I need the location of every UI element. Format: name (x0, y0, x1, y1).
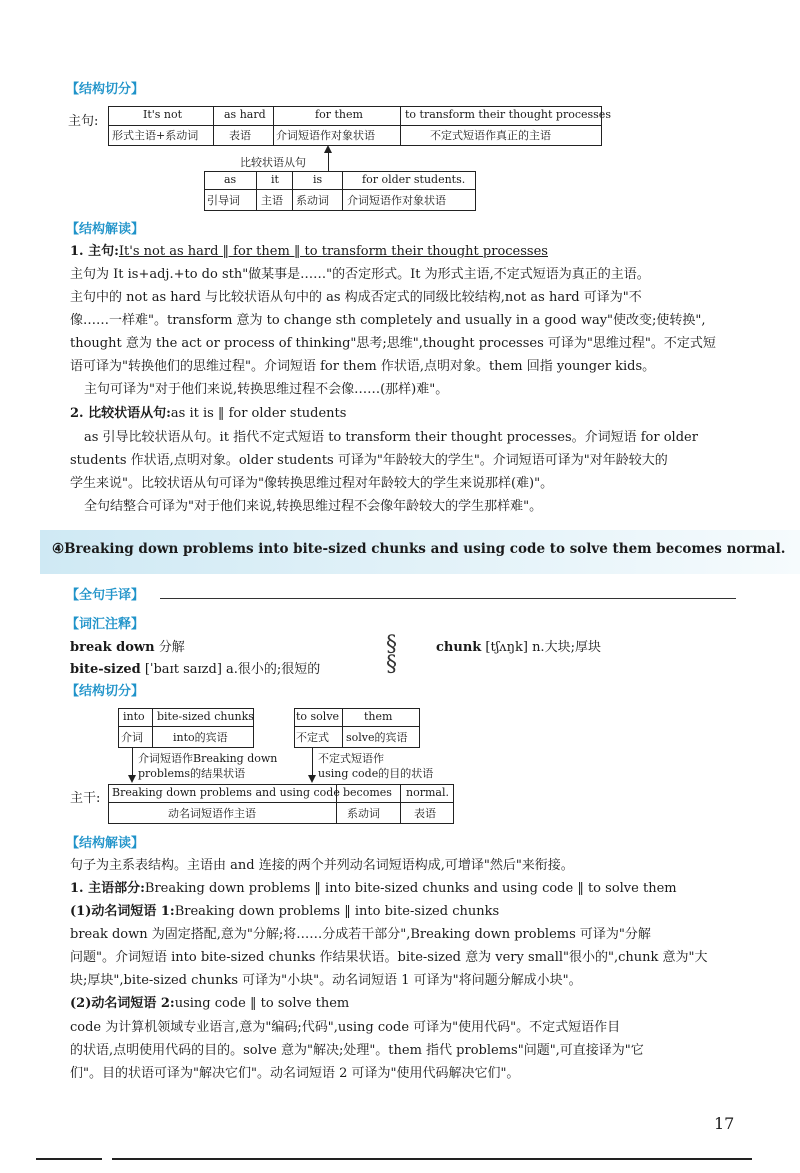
d1-cell-forthem: for them (315, 108, 363, 121)
s2-p4: code 为计算机领域专业语言,意为"编码;代码",using code 可译为"使用代码"。不定式短语作目 (70, 1020, 621, 1035)
d2-main-label-subject: 动名词短语作主语 (168, 807, 256, 820)
footer-rule (112, 1158, 752, 1160)
s1-p10: 全句结整合可译为"对于他们来说,转换思维过程不会像年龄较大的学生那样难"。 (84, 499, 543, 514)
d1-label-predicative: 表语 (229, 129, 251, 142)
translation-blank-line (160, 598, 736, 599)
d2-note-b1: 不定式短语作 (318, 752, 384, 765)
s1-heading-clause: 2. 比较状语从句:as it is ‖ for older students (70, 406, 347, 421)
tag-structure-reading-2: 【结构解读】 (66, 836, 145, 851)
s2-heading-gerund2: (2)动名词短语 2:using code ‖ to solve them (70, 996, 350, 1011)
d1-sub-label-conj: 引导词 (207, 194, 240, 207)
s2-p2: 问题"。介词短语 into bite-sized chunks 作结果状语。bite-sized 意为 very small"很小的",chunk 意为"大 (70, 950, 708, 965)
d1-comparative-clause-label: 比较状语从句 (240, 156, 306, 169)
vocab-divider-icon: § (386, 632, 397, 657)
s1-p6: 主句可译为"对于他们来说,转换思维过程不会像……(那样)难"。 (84, 382, 449, 397)
tag-vocab: 【词汇注释】 (66, 617, 145, 632)
s1-p4: thought 意为 the act or process of thinking"思考;思维",thought processes 可译为"思维过程"。不定式短 (70, 336, 716, 351)
d2-to-solve: to solve (296, 710, 340, 723)
sentence-4: ④Breaking down problems into bite-sized chunks and using code to solve them becomes normal. (52, 541, 786, 557)
s1-p5: 语可译为"转换他们的思维过程"。介词短语 for them 作状语,点明对象。them 回指 younger kids。 (70, 359, 656, 374)
s1-p2: 主句中的 not as hard 与比较状语从句中的 as 构成否定式的同级比较结构,not as hard 可译为"不 (70, 290, 642, 305)
s2-intro: 句子为主系表结构。主语由 and 连接的两个并列动名词短语构成,可增译"然后"来衔接。 (70, 858, 574, 873)
d2-main-becomes: becomes (343, 786, 392, 799)
vocab-divider-icon-2: § (386, 652, 397, 677)
d2-main-label: 主干: (70, 791, 101, 806)
page-number: 17 (714, 1114, 735, 1133)
d1-sub-is: is (313, 173, 323, 186)
s2-p6: 们"。目的状语可译为"解决它们"。动名词短语 2 可译为"使用代码解决它们"。 (70, 1066, 520, 1081)
d2-note-a1: 介词短语作Breaking down (138, 752, 278, 765)
d2-label-solve-obj: solve的宾语 (346, 731, 408, 744)
s1-p7: as 引导比较状语从句。it 指代不定式短语 to transform their thought processes。介词短语 for older (84, 430, 698, 445)
d1-sub-label-adverbial: 介词短语作对象状语 (347, 194, 446, 207)
s1-p8: students 作状语,点明对象。older students 可译为"年龄较大的学生"。介词短语可译为"对年龄较大的 (70, 453, 668, 468)
s2-p5: 的状语,点明使用代码的目的。solve 意为"解决;处理"。them 指代 problems"问题",可直接译为"它 (70, 1043, 644, 1058)
d2-main-label-predicative: 表语 (414, 807, 436, 820)
d2-note-a2: problems的结果状语 (138, 767, 246, 780)
s2-heading-gerund1: (1)动名词短语 1:Breaking down problems ‖ into bite-sized chunks (70, 904, 500, 919)
vocab-chunk: chunk [tʃʌŋk] n.大块;厚块 (436, 640, 601, 655)
s1-p1: 主句为 It is+adj.+to do sth"做某事是……"的否定形式。It 为形式主语,不定式短语为真正的主语。 (70, 267, 650, 282)
footer-rule-left (36, 1158, 102, 1160)
d2-label-prep: 介词 (121, 731, 143, 744)
d2-them: them (364, 710, 393, 723)
s2-p3: 块;厚块",bite-sized chunks 可译为"小块"。动名词短语 1 可译为"将问题分解成小块"。 (70, 973, 582, 988)
d1-sub-label-subject: 主语 (261, 194, 283, 207)
d2-main-label-verb: 系动词 (347, 807, 380, 820)
d2-note-b2: using code的目的状语 (318, 767, 434, 780)
d1-sub-as: as (224, 173, 237, 186)
d2-label-into-obj: into的宾语 (173, 731, 228, 744)
d1-cell-itsnot: It's not (143, 108, 183, 121)
d1-label-prep-phrase: 介词短语作对象状语 (276, 129, 375, 142)
d1-label-formal-subject: 形式主语+系动词 (112, 129, 199, 142)
s2-heading-subject: 1. 主语部分:Breaking down problems ‖ into bite-sized chunks and using code ‖ to solve them (70, 881, 677, 896)
tag-structure-split: 【结构切分】 (66, 82, 145, 97)
d1-sub-for-older: for older students. (362, 173, 466, 186)
d2-label-infinitive: 不定式 (296, 731, 329, 744)
d1-cell-totransform: to transform their thought processes (405, 108, 611, 121)
s2-p1: break down 为固定搭配,意为"分解;将……分成若干部分",Breaking down problems 可译为"分解 (70, 927, 651, 942)
tag-full-translation: 【全句手译】 (66, 588, 145, 603)
d1-cell-ashard: as hard (224, 108, 266, 121)
d2-main-normal: normal. (406, 786, 449, 799)
d1-label-real-subject: 不定式短语作真正的主语 (430, 129, 551, 142)
s1-p9: 学生来说"。比较状语从句可译为"像转换思维过程对年龄较大的学生来说那样(难)"。 (70, 476, 554, 491)
main-clause-label: 主句: (68, 114, 99, 129)
s1-heading-main: 1. 主句:It's not as hard ‖ for them ‖ to transform their thought processes (70, 244, 548, 259)
vocab-bite-sized: bite-sized [ˈbaɪt saɪzd] a.很小的;很短的 (70, 662, 321, 677)
tag-structure-reading-1: 【结构解读】 (66, 222, 145, 237)
vocab-break-down: break down 分解 (70, 640, 185, 655)
tag-structure-split-2: 【结构切分】 (66, 684, 145, 699)
d2-into: into (123, 710, 145, 723)
s1-p3: 像……一样难"。transform 意为 to change sth completely and usually in a good way"使改变;使转换", (70, 313, 706, 328)
d2-bite-sized-chunks: bite-sized chunks (157, 710, 254, 723)
d1-sub-label-verb: 系动词 (296, 194, 329, 207)
d2-main-subject: Breaking down problems and using code (112, 786, 340, 799)
d1-sub-it: it (271, 173, 279, 186)
